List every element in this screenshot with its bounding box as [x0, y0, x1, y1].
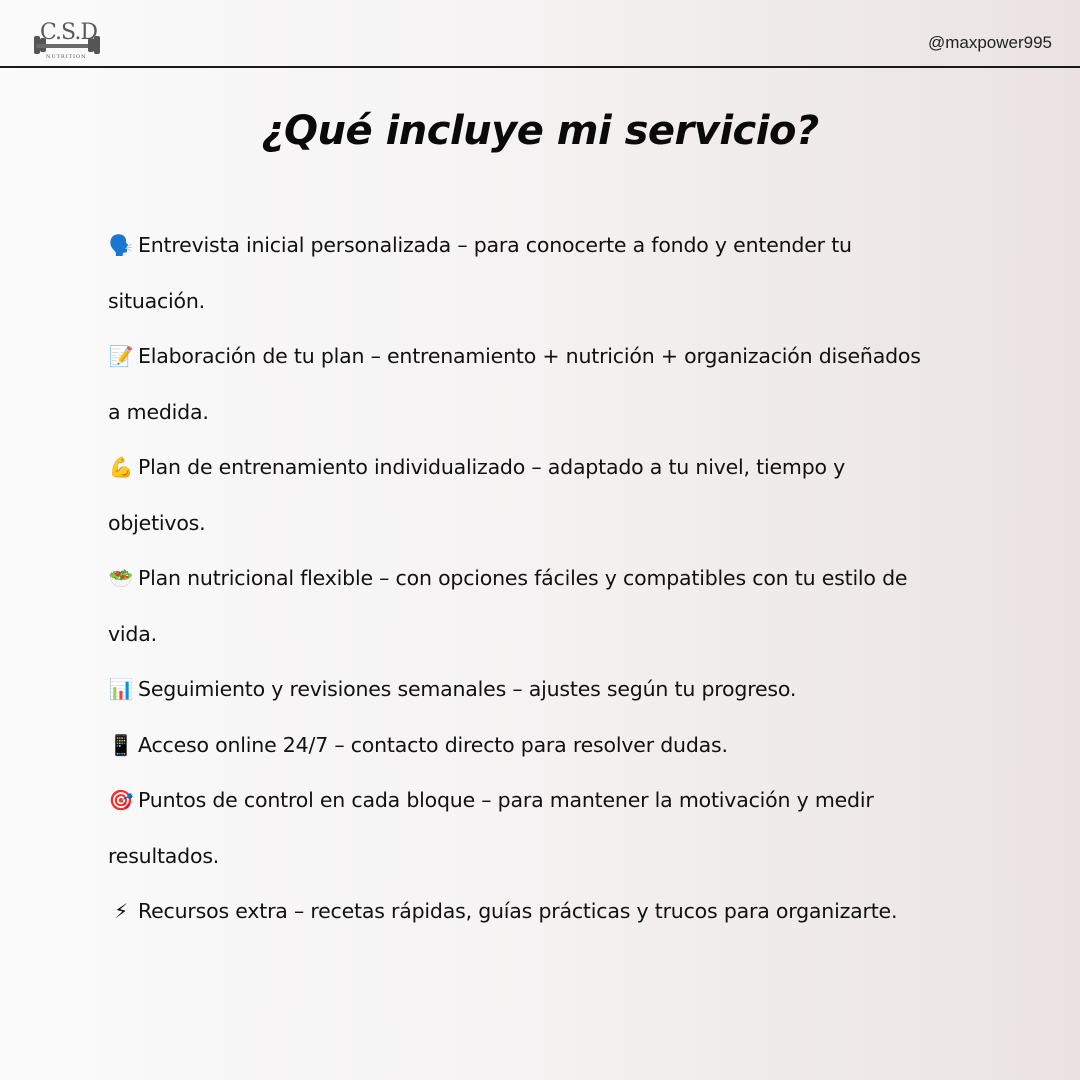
speaking-head-icon: 🗣️	[108, 233, 134, 257]
target-icon: 🎯	[108, 788, 134, 812]
item-text: Puntos de control en cada bloque – para mantener la motivación y medir resultados.	[108, 788, 874, 868]
bar-chart-icon: 📊	[108, 677, 134, 701]
list-item	[108, 773, 938, 884]
item-text: Plan nutricional flexible – con opciones fáciles y compatibles con tu estilo de vida.	[108, 566, 908, 646]
list-item	[108, 329, 938, 440]
list-item	[108, 884, 938, 940]
item-text: Plan de entrenamiento individualizado – adaptado a tu nivel, tiempo y objetivos.	[108, 455, 846, 535]
list-item	[108, 218, 938, 329]
item-text: Acceso online 24/7 – contacto directo para resolver dudas.	[138, 732, 728, 757]
salad-icon: 🥗	[108, 566, 134, 590]
list-item	[108, 551, 938, 662]
flexed-biceps-icon: 💪	[108, 455, 134, 479]
lightning-icon: ⚡	[114, 899, 128, 923]
list-item	[108, 718, 938, 774]
csd-nutrition-logo	[32, 22, 102, 64]
list-item	[108, 662, 938, 718]
mobile-phone-icon: 📱	[108, 732, 134, 757]
item-text: Recursos extra – recetas rápidas, guías prácticas y trucos para organizarte.	[138, 899, 898, 923]
logo-text: C.S.D	[40, 20, 97, 45]
item-text: Entrevista inicial personalizada – para conocerte a fondo y entender tu situación.	[108, 233, 852, 313]
service-list	[108, 218, 938, 940]
memo-icon: 📝	[108, 344, 134, 368]
page-title: ¿Qué incluye mi servicio?	[261, 108, 819, 154]
list-item	[108, 440, 938, 551]
item-text: Elaboración de tu plan – entrenamiento + nutrición + organización diseñados a medida.	[108, 344, 921, 424]
header-bar	[0, 0, 1080, 68]
logo-subtext: NUTRITION	[46, 54, 87, 60]
item-text: Seguimiento y revisiones semanales – ajustes según tu progreso.	[138, 677, 797, 701]
social-handle: @maxpower995	[927, 33, 1052, 52]
